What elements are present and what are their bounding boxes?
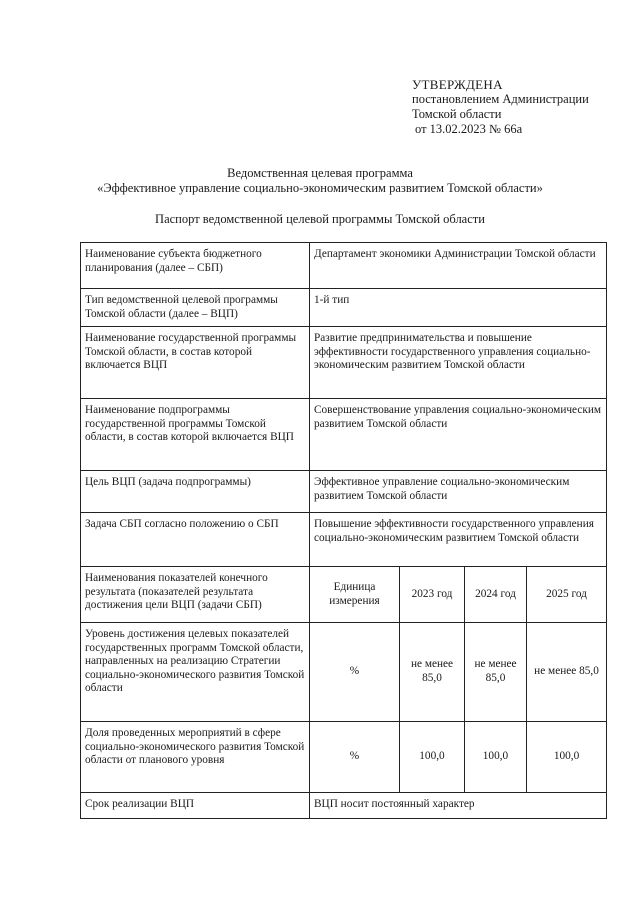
unit-header: Единица измерения <box>310 567 400 623</box>
row-label: Тип ведомственной целевой программы Томской области (далее – ВЦП) <box>81 289 310 327</box>
indicator-value-2024: 100,0 <box>465 722 527 793</box>
term-label: Срок реализации ВЦП <box>81 793 310 819</box>
passport-title: Паспорт ведомственной целевой программы Томской области <box>155 212 485 226</box>
indicator-unit: % <box>310 722 400 793</box>
indicator-row <box>81 722 607 793</box>
row-label: Наименование государственной программы Томской области, в состав которой включается ВЦП <box>81 327 310 399</box>
indicator-value-2024: не менее 85,0 <box>465 623 527 722</box>
term-value: ВЦП носит постоянный характер <box>310 793 607 819</box>
row-label: Цель ВЦП (задача подпрограммы) <box>81 471 310 513</box>
indicators-header-label: Наименования показателей конечного результата (показателей результата достижения цели ВЦП (задачи СБП) <box>81 567 310 623</box>
table-row <box>81 513 607 567</box>
table-row <box>81 471 607 513</box>
indicator-value-2023: не менее 85,0 <box>400 623 465 722</box>
row-value: Департамент экономики Администрации Томской области <box>310 243 607 289</box>
program-title: Ведомственная целевая программа <box>227 166 413 180</box>
indicators-header-row <box>81 567 607 623</box>
table-row <box>81 289 607 327</box>
approval-date: от 13.02.2023 № 66а <box>415 122 523 136</box>
indicator-row <box>81 623 607 722</box>
approval-line-2: Томской области <box>412 107 502 121</box>
row-label: Задача СБП согласно положению о СБП <box>81 513 310 567</box>
row-value: Эффективное управление социально-экономическим развитием Томской области <box>310 471 607 513</box>
row-label: Наименование подпрограммы государственной программы Томской области, в состав которой включается ВЦП <box>81 399 310 471</box>
indicator-value-2025: 100,0 <box>527 722 607 793</box>
row-value: Повышение эффективности государственного управления социально-экономическим развитием Томской области <box>310 513 607 567</box>
program-name: «Эффективное управление социально-экономическим развитием Томской области» <box>97 181 543 195</box>
year-2023-header: 2023 год <box>400 567 465 623</box>
term-row <box>81 793 607 819</box>
indicator-name: Уровень достижения целевых показателей государственных программ Томской области, направленных на реализацию Стратегии социально-экономического развития Томской области <box>81 623 310 722</box>
indicator-value-2025: не менее 85,0 <box>527 623 607 722</box>
document-titles <box>0 166 640 227</box>
row-label: Наименование субъекта бюджетного планирования (далее – СБП) <box>81 243 310 289</box>
indicator-name: Доля проведенных мероприятий в сфере социально-экономического развития Томской области от планового уровня <box>81 722 310 793</box>
year-2025-header: 2025 год <box>527 567 607 623</box>
approval-block <box>412 77 589 137</box>
indicator-unit: % <box>310 623 400 722</box>
row-value: Совершенствование управления социально-экономическим развитием Томской области <box>310 399 607 471</box>
table-row <box>81 327 607 399</box>
table-row <box>81 243 607 289</box>
row-value: 1-й тип <box>310 289 607 327</box>
passport-table <box>80 242 607 819</box>
row-value: Развитие предпринимательства и повышение эффективности государственного управления социально-экономическим развитием Томской области <box>310 327 607 399</box>
table-row <box>81 399 607 471</box>
approval-heading: УТВЕРЖДЕНА <box>412 77 503 92</box>
approval-line-1: постановлением Администрации <box>412 92 589 106</box>
indicator-value-2023: 100,0 <box>400 722 465 793</box>
year-2024-header: 2024 год <box>465 567 527 623</box>
